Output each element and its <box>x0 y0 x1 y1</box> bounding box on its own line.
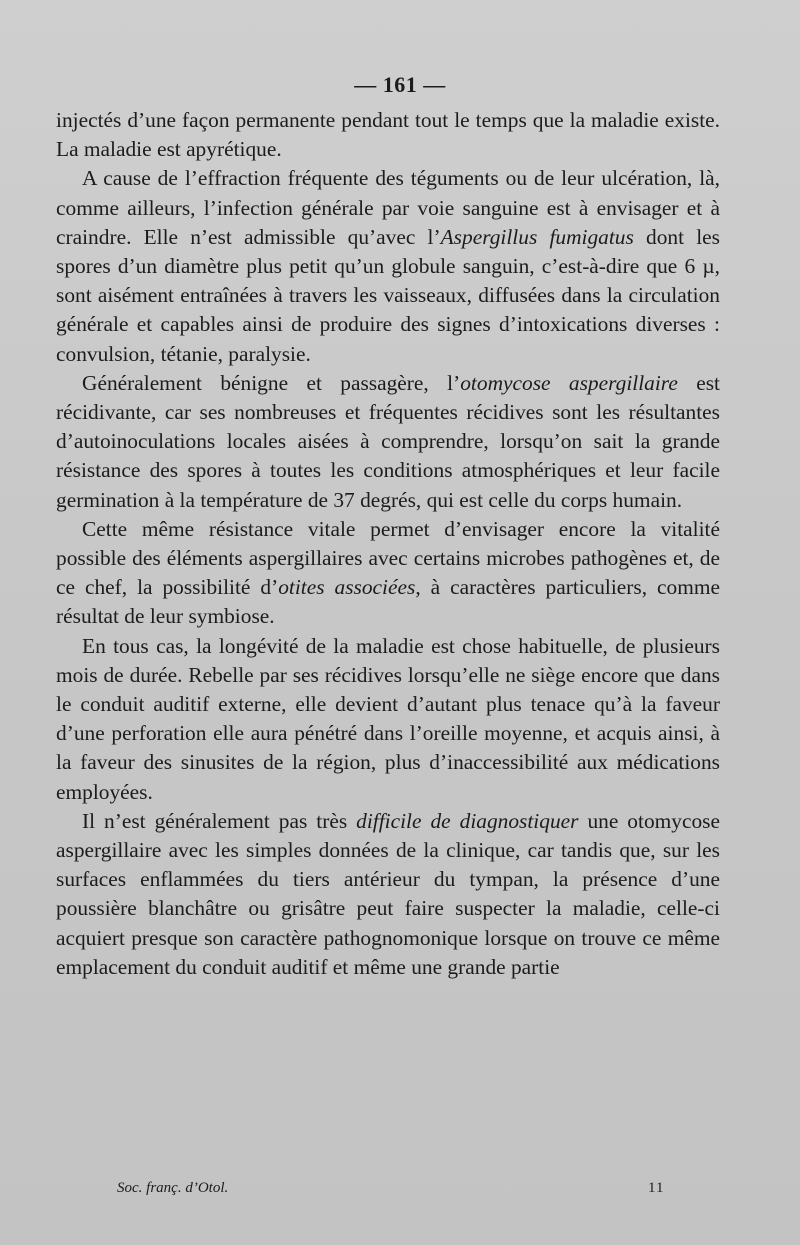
text-run: dont les spores d’un diamètre plus petit qu’un globule sanguin, c’est-à-dire que 6 µ, sont aisément entraînées à travers les vaisseaux, diffusées dans la circulation générale et capables ainsi de produire des signes d’intoxications diverses : convulsion, tétanie, paralysie. <box>56 224 720 366</box>
paragraph <box>56 807 720 982</box>
italic-term: Aspergillus fumigatus <box>440 224 634 249</box>
italic-term: otomycose aspergillaire <box>460 370 678 395</box>
text-run: Cette même résistance vitale permet d’envisager encore la vitalité possible des éléments aspergillaires avec certains microbes pathogènes et, de ce chef, la possibilité d’ <box>56 516 720 600</box>
paragraph <box>56 515 720 632</box>
text-run: Il n’est généralement pas très <box>82 808 357 833</box>
footer-signature: Soc. franç. d’Otol. <box>117 1180 229 1196</box>
body-text <box>56 106 720 982</box>
paragraph <box>56 164 720 368</box>
paragraph <box>56 632 720 807</box>
page-footer <box>0 1180 800 1204</box>
paragraph <box>56 369 720 515</box>
text-run: Généralement bénigne et passagère, l’ <box>82 370 461 395</box>
italic-term: otites associées <box>278 575 416 600</box>
italic-term: difficile de diagnostiquer <box>356 808 579 833</box>
page-number: — 161 — <box>354 72 446 97</box>
text-run: injectés d’une façon permanente pendant tout le temps que la maladie existe. La maladie est apyrétique. <box>56 108 720 162</box>
paragraph <box>56 106 720 164</box>
footer-sheet-number: 11 <box>648 1180 665 1196</box>
text-run: une otomycose aspergillaire avec les simples données de la clinique, car tandis que, sur les surfaces enflammées du tiers antérieur du tympan, la présence d’une poussière blanchâtre ou grisâtre peut faire suspecter la maladie, celle-ci acquiert presque son caractère pathognomonique lorsque on trouve ce même emplacement du conduit auditif et même une grande partie <box>56 808 720 979</box>
text-run: A cause de l’effraction fréquente des téguments ou de leur ulcération, là, comme ailleurs, l’infection générale par voie sanguine est à envisager et à craindre. Elle n’est admissible qu’avec l’ <box>56 166 720 249</box>
text-run: En tous cas, la longévité de la maladie est chose habituelle, de plusieurs mois de durée. Rebelle par ses récidives lorsqu’elle ne siège encore que dans le conduit auditif externe, elle devient d’autant plus tenace qu’à la faveur d’une perforation elle aura pénétré dans l’oreille moyenne, et acquis ainsi, à la faveur des sinusites de la région, plus d’inaccessibilité aux médications employées. <box>56 633 720 804</box>
text-run: , à caractères particuliers, comme résultat de leur symbiose. <box>56 575 721 629</box>
text-run: est récidivante, car ses nombreuses et fréquentes récidives sont les résultantes d’autoinoculations locales aisées à comprendre, lorsqu’on sait la grande résistance des spores à toutes les conditions atmosphériques et leur facile germination à la température de 37 degrés, qui est celle du corps humain. <box>56 370 720 512</box>
